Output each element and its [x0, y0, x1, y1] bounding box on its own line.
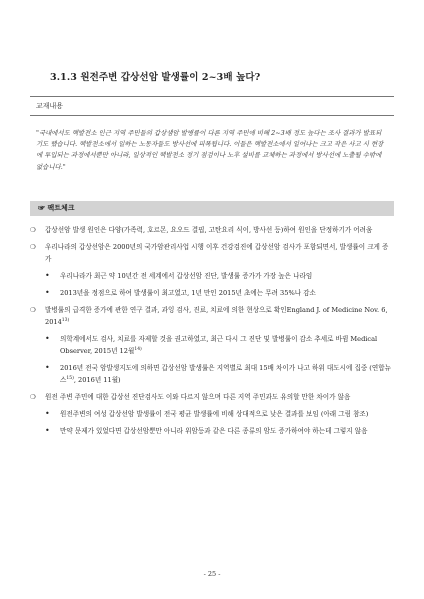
list-item: ❍ 원전 주변 주민에 대한 갑상선 진단검사도 이와 다르지 않으며 다른 지역 주민과도 유의할 만한 차이가 않음: [30, 393, 351, 401]
factcheck-label: 팩트체크: [47, 203, 75, 212]
list-item: ❍ 갑상선암 발생 원인은 다양(가족력, 호르몬, 요오드 결핍, 고탄요리 식이, 방사선 등)하여 원인을 단정하기가 어려움: [30, 226, 373, 234]
list-item: • 의학계에서도 검사, 치료를 자제할 것을 권고하였고, 최근 다시 그 진단 및 발병률이 감소 추세로 바뀜 Medical Observer, 2015년 12월$^{14)}$: [45, 334, 378, 355]
footnote-ref: 13): [61, 317, 70, 323]
circle-bullet-icon: ❍: [30, 393, 36, 401]
section-title: 3.1.3 원전주변 갑상선암 발생률이 2~3배 높다?: [50, 72, 261, 83]
textbook-top-rule: [30, 96, 394, 97]
dot-bullet-icon: •: [45, 363, 50, 372]
list-item: ❍ 우리나라의 갑상선암은 2000년의 국가암관리사업 시행 이후 건강검진에 갑상선암 검사가 포함되면서, 발생률이 크게 증가: [30, 243, 389, 263]
circle-bullet-icon: ❍: [30, 226, 36, 234]
dot-bullet-icon: •: [45, 409, 50, 418]
list-item: • 2013년을 정점으로 하여 발생률이 최고였고, 1년 만인 2015년 초에는 무려 35%나 감소: [45, 288, 316, 297]
list-item: • 2016년 전국 암발생지도에 의하면 갑상선암 발생률은 지역별로 최대 15배 차이가 나고 하위 대도시에 집중 (연합뉴스$^{15)}$, 2016년 11월): [45, 363, 391, 384]
factcheck-bar: [30, 201, 394, 216]
dot-bullet-icon: •: [45, 334, 50, 343]
footnote-ref: 15): [66, 375, 74, 381]
page-number: - 25 -: [203, 570, 221, 578]
list-item: • 우리나라가 최근 약 10년간 전 세계에서 갑상선암 진단, 발생률 증가가 가장 높은 나라임: [45, 271, 313, 280]
textbook-mid-rule: [30, 115, 394, 116]
circle-bullet-icon: ❍: [30, 243, 36, 251]
list-item: • 만약 문제가 있었다면 갑상선암뿐만 아니라 위암등과 같은 다른 종류의 암도 증가하여야 하는데 그렇지 않음: [45, 426, 368, 435]
list-item: ❍ 발병률의 급격한 증가에 관한 연구 결과, 과잉 검사, 진료, 치료에 의한 현상으로 확인England J. of Medicine Nov. 6, 2014$^{13)}$: [30, 306, 388, 326]
factcheck-heading: [38, 203, 75, 213]
dot-bullet-icon: •: [45, 288, 50, 297]
textbook-quote: "국내에서도 핵발전소 인근 지역 주민들의 갑상샘암 발병률이 다른 지역 주민에 비해 2~3배 정도 높다는 조사 결과가 발표되기도 했습니다. 핵발전소에서 일하는 노동자들도 방사선에 피폭됩니다. 이들은 핵발전소에서 일어나는 크고 작은 사고 시 현장에 투입되는 과정에서뿐만 아니라, 일상적인 핵발전소 정기 점검이나 노후 설비를 교체하는 과정에서 방사선에 노출될 수밖에 없습니다.": [36, 129, 384, 171]
circle-bullet-icon: ❍: [30, 306, 36, 314]
pointing-hand-icon: ☞: [38, 203, 45, 212]
factcheck-list: [30, 224, 394, 437]
dot-bullet-icon: •: [45, 271, 50, 280]
dot-bullet-icon: •: [45, 426, 50, 435]
textbook-label: 교재내용: [36, 102, 64, 110]
footnote-ref: 14): [134, 346, 142, 352]
list-item: • 원전주변의 여성 갑상선암 발생률이 전국 평균 발생률에 비해 상대적으로 낮은 결과를 보임 (아래 그림 참조): [45, 409, 369, 418]
